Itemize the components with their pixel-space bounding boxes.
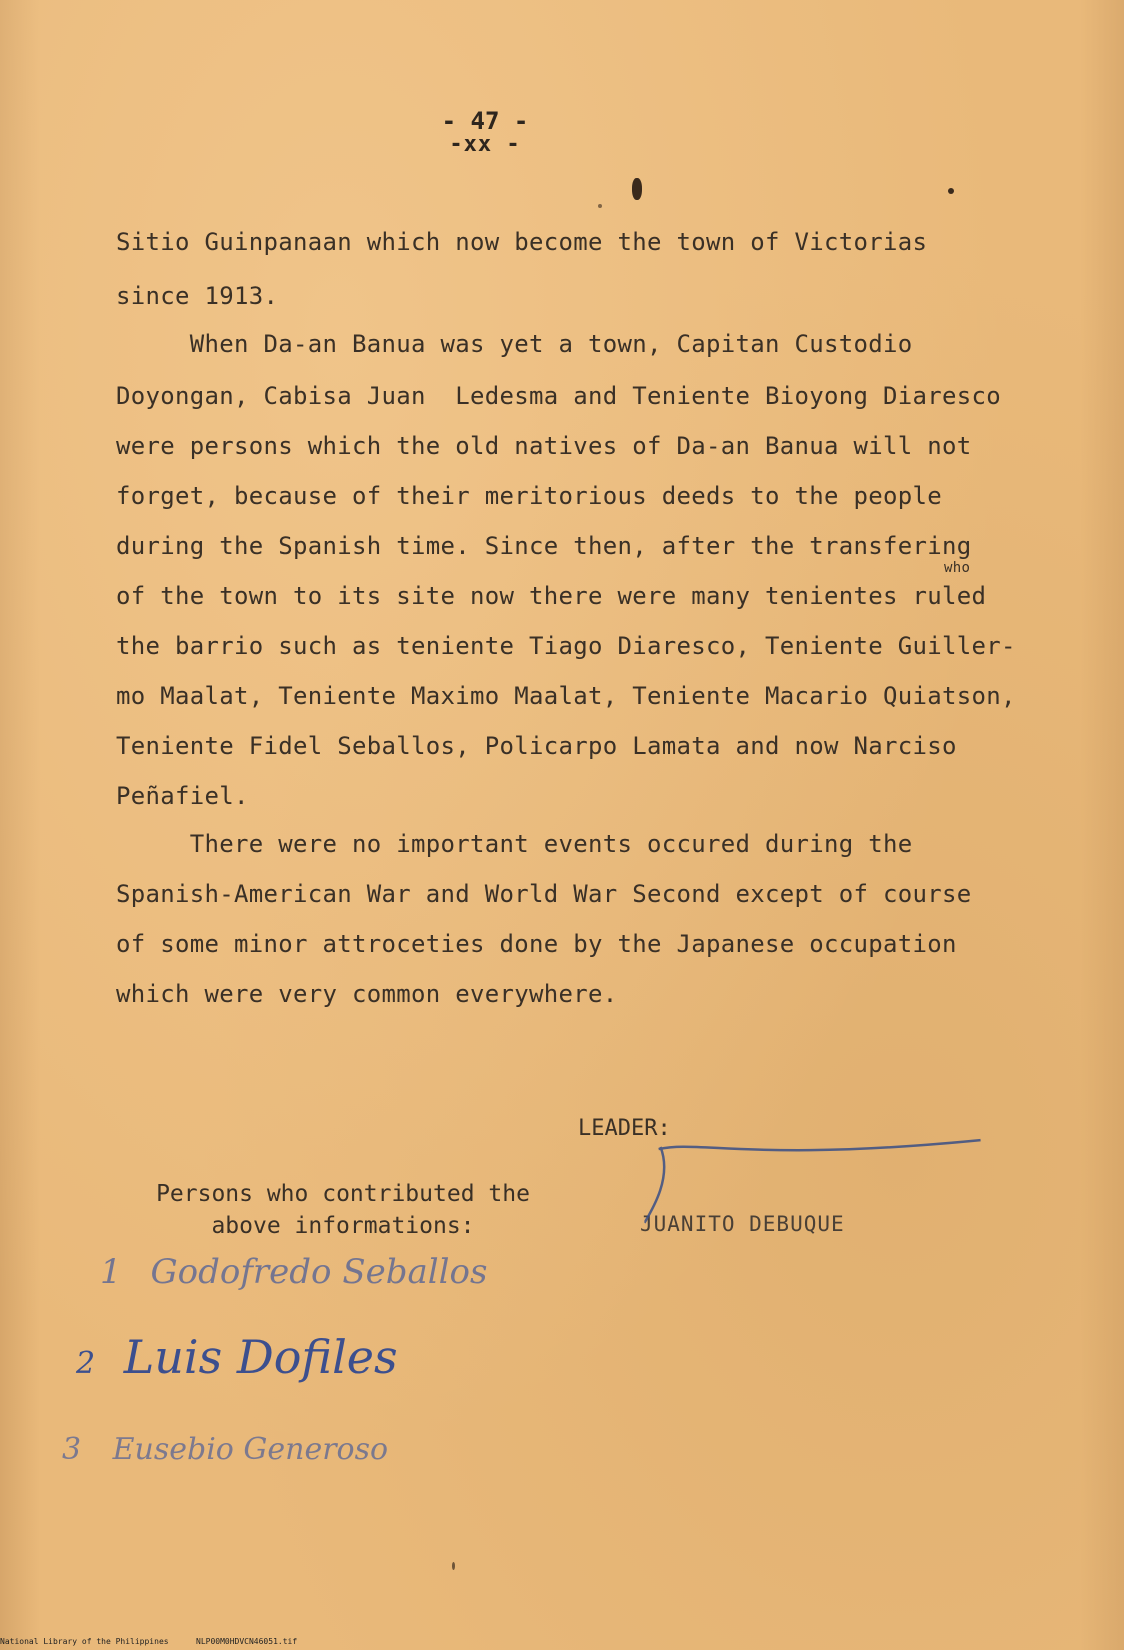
contributor-number: 1: [100, 1252, 122, 1292]
body-line: forget, because of their meritorious deeds to the people: [116, 482, 942, 510]
body-line: Peñafiel.: [116, 782, 249, 810]
contributor-number: 2: [76, 1346, 96, 1381]
body-line: Teniente Fidel Seballos, Policarpo Lamata and now Narciso: [116, 732, 957, 760]
ink-dot: [598, 204, 602, 208]
leader-typed-name: JUANITO DEBUQUE: [640, 1212, 845, 1236]
body-line: Sitio Guinpanaan which now become the town of Victorias: [116, 228, 928, 256]
body-line: which were very common everywhere.: [116, 980, 618, 1008]
leader-label: LEADER:: [578, 1116, 671, 1141]
interlinear-insert: who: [944, 560, 971, 576]
contributors-heading-line1: Persons who contributed the: [156, 1181, 530, 1207]
contributor-signature: Luis Dofiles: [123, 1330, 398, 1384]
body-line: There were no important events occured during the: [116, 830, 913, 858]
contributor-entry: [76, 1330, 398, 1384]
body-line: When Da-an Banua was yet a town, Capitan Custodio: [116, 330, 913, 358]
struck-page-number: -xx -: [449, 132, 521, 157]
contributors-heading-line2: above informations:: [211, 1213, 475, 1239]
body-line: were persons which the old natives of Da-an Banua will not: [116, 432, 972, 460]
contributor-signature: Eusebio Generoso: [112, 1432, 389, 1467]
contributors-heading: [128, 1178, 558, 1242]
contributor-number: 3: [62, 1432, 82, 1467]
ink-dot: [948, 188, 954, 194]
body-line: of some minor attroceties done by the Japanese occupation: [116, 930, 957, 958]
body-line: the barrio such as teniente Tiago Diaresco, Teniente Guiller-: [116, 632, 1016, 660]
body-line: since 1913.: [116, 282, 279, 310]
page-number: - 47 -: [441, 107, 529, 135]
footer-file-id: NLP00M0HDVCN46051.tif: [196, 1637, 298, 1646]
body-line: Spanish-American War and World War Second except of course: [116, 880, 972, 908]
contributor-entry: [100, 1252, 487, 1292]
leader-signature-stroke: [640, 1119, 1004, 1228]
contributor-entry: [62, 1432, 388, 1467]
ink-dot: [452, 1562, 455, 1570]
body-line: mo Maalat, Teniente Maximo Maalat, Teniente Macario Quiatson,: [116, 682, 1016, 710]
footer-library: National Library of the Philippines: [0, 1637, 169, 1646]
ink-blot: [632, 178, 642, 200]
body-line: of the town to its site now there were many tenientes ruled: [116, 582, 987, 610]
body-line: during the Spanish time. Since then, after the transfering: [116, 532, 972, 560]
contributor-signature: Godofredo Seballos: [150, 1252, 488, 1292]
body-line: Doyongan, Cabisa Juan Ledesma and Teniente Bioyong Diaresco: [116, 382, 1001, 410]
